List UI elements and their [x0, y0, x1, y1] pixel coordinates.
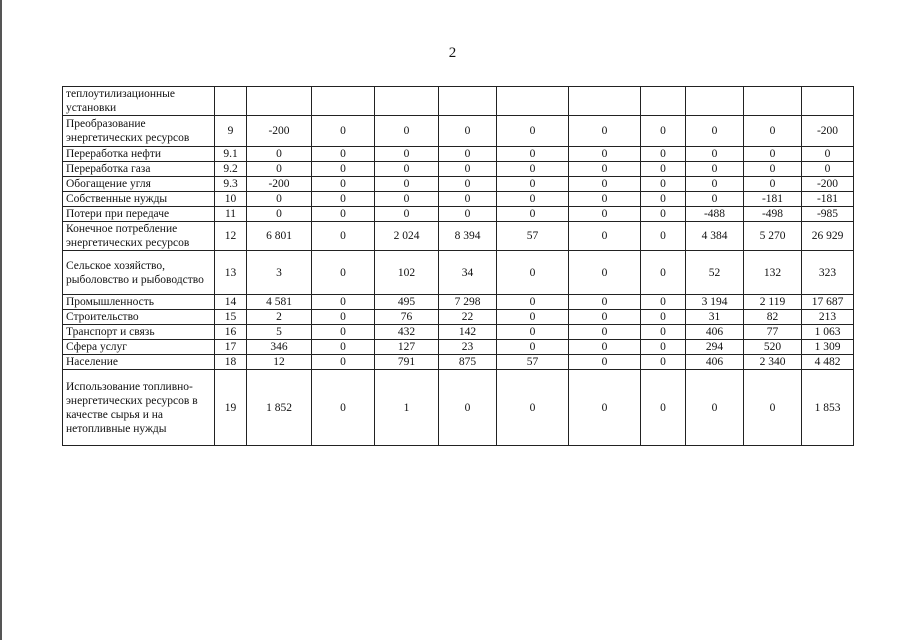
- table-cell: 0: [569, 162, 641, 177]
- row-code: 14: [215, 295, 247, 310]
- row-label: Переработка нефти: [63, 147, 215, 162]
- table-cell: 3 194: [686, 295, 744, 310]
- table-cell: 0: [497, 325, 569, 340]
- table-body: [63, 87, 854, 446]
- row-code: 13: [215, 251, 247, 295]
- table-cell: 406: [686, 355, 744, 370]
- row-label: теплоутилизационные установки: [63, 87, 215, 116]
- row-label: Потери при передаче: [63, 207, 215, 222]
- table-cell: 0: [497, 177, 569, 192]
- table-cell: 0: [641, 310, 686, 325]
- table-cell: 0: [497, 310, 569, 325]
- row-label: Промышленность: [63, 295, 215, 310]
- table-cell: 1 852: [247, 370, 312, 446]
- table-cell: 0: [686, 116, 744, 147]
- row-label: Сфера услуг: [63, 340, 215, 355]
- table-cell: 142: [439, 325, 497, 340]
- table-cell: 31: [686, 310, 744, 325]
- table-row: [63, 147, 854, 162]
- table-cell: 0: [439, 192, 497, 207]
- row-code: 9.1: [215, 147, 247, 162]
- table-cell: [686, 87, 744, 116]
- table-cell: [802, 87, 854, 116]
- table-cell: 0: [641, 162, 686, 177]
- row-label: Использование топливно-энергетических ресурсов в качестве сырья и на нетопливные нужды: [63, 370, 215, 446]
- table-cell: 3: [247, 251, 312, 295]
- table-cell: 0: [247, 162, 312, 177]
- table-cell: 5: [247, 325, 312, 340]
- row-label: Транспорт и связь: [63, 325, 215, 340]
- row-code: 10: [215, 192, 247, 207]
- table-cell: 0: [641, 340, 686, 355]
- table-cell: 0: [247, 147, 312, 162]
- table-cell: 6 801: [247, 222, 312, 251]
- table-cell: 0: [569, 295, 641, 310]
- table-cell: 0: [312, 370, 375, 446]
- table-cell: 0: [375, 116, 439, 147]
- table-cell: 0: [312, 340, 375, 355]
- row-label: Строительство: [63, 310, 215, 325]
- table-cell: 52: [686, 251, 744, 295]
- table-cell: 57: [497, 222, 569, 251]
- table-cell: 0: [686, 192, 744, 207]
- table-cell: 0: [497, 162, 569, 177]
- table-cell: -200: [802, 116, 854, 147]
- table-cell: 0: [439, 162, 497, 177]
- row-code: 15: [215, 310, 247, 325]
- table-cell: 0: [497, 192, 569, 207]
- row-label: Сельское хозяйство, рыболовство и рыбоводство: [63, 251, 215, 295]
- table-cell: [744, 87, 802, 116]
- table-cell: 0: [569, 251, 641, 295]
- table-row: [63, 192, 854, 207]
- table-cell: 0: [569, 116, 641, 147]
- row-label: Конечное потребление энергетических ресурсов: [63, 222, 215, 251]
- table-cell: [375, 87, 439, 116]
- table-row: [63, 207, 854, 222]
- table-cell: 0: [641, 370, 686, 446]
- table-cell: 0: [375, 192, 439, 207]
- table-cell: 0: [312, 116, 375, 147]
- row-code: [215, 87, 247, 116]
- table-row: [63, 116, 854, 147]
- table-cell: 2 119: [744, 295, 802, 310]
- table-cell: 0: [744, 177, 802, 192]
- table-cell: 0: [312, 295, 375, 310]
- table-cell: 0: [497, 370, 569, 446]
- table-cell: 0: [497, 147, 569, 162]
- table-cell: 495: [375, 295, 439, 310]
- table-cell: [312, 87, 375, 116]
- table-cell: 0: [686, 162, 744, 177]
- table-cell: 0: [497, 295, 569, 310]
- table-cell: 0: [641, 355, 686, 370]
- table-row: [63, 162, 854, 177]
- page-number: 2: [448, 45, 457, 61]
- table-row: [63, 310, 854, 325]
- table-cell: 0: [312, 355, 375, 370]
- table-cell: 213: [802, 310, 854, 325]
- table-cell: 0: [497, 340, 569, 355]
- table-row: [63, 251, 854, 295]
- table-cell: 346: [247, 340, 312, 355]
- table-cell: 0: [247, 192, 312, 207]
- table-cell: 0: [312, 192, 375, 207]
- table-cell: -498: [744, 207, 802, 222]
- table-cell: 0: [312, 325, 375, 340]
- row-code: 18: [215, 355, 247, 370]
- table-row: [63, 325, 854, 340]
- table-cell: 0: [641, 251, 686, 295]
- row-code: 9.2: [215, 162, 247, 177]
- table-cell: -200: [247, 116, 312, 147]
- table-row: [63, 87, 854, 116]
- table-cell: 0: [802, 147, 854, 162]
- row-code: 9.3: [215, 177, 247, 192]
- table-cell: 875: [439, 355, 497, 370]
- table-cell: -181: [802, 192, 854, 207]
- table-cell: 0: [312, 147, 375, 162]
- table-cell: 102: [375, 251, 439, 295]
- table-cell: 0: [375, 147, 439, 162]
- table-cell: 77: [744, 325, 802, 340]
- table-cell: 7 298: [439, 295, 497, 310]
- table-cell: 132: [744, 251, 802, 295]
- table-cell: 0: [312, 207, 375, 222]
- table-cell: 0: [744, 162, 802, 177]
- table-cell: 0: [439, 177, 497, 192]
- table-cell: 0: [641, 325, 686, 340]
- table-cell: 0: [744, 116, 802, 147]
- table-cell: 0: [439, 207, 497, 222]
- table-cell: 0: [569, 147, 641, 162]
- table-row: [63, 370, 854, 446]
- table-cell: 0: [641, 147, 686, 162]
- table-cell: 406: [686, 325, 744, 340]
- row-label: Преобразование энергетических ресурсов: [63, 116, 215, 147]
- table-cell: 0: [686, 147, 744, 162]
- table-cell: 0: [686, 177, 744, 192]
- table-cell: 76: [375, 310, 439, 325]
- table-cell: 0: [497, 207, 569, 222]
- table-cell: 82: [744, 310, 802, 325]
- table-cell: 0: [641, 116, 686, 147]
- table-cell: 0: [375, 207, 439, 222]
- table-cell: [569, 87, 641, 116]
- table-cell: 34: [439, 251, 497, 295]
- table-cell: 791: [375, 355, 439, 370]
- table-cell: 1 063: [802, 325, 854, 340]
- row-code: 9: [215, 116, 247, 147]
- table-cell: 1 853: [802, 370, 854, 446]
- table-row: [63, 222, 854, 251]
- page-left-edge: [0, 0, 2, 640]
- table-cell: 12: [247, 355, 312, 370]
- table-cell: -200: [802, 177, 854, 192]
- table-cell: 0: [375, 177, 439, 192]
- table-cell: 57: [497, 355, 569, 370]
- table-cell: 0: [569, 355, 641, 370]
- table-cell: 127: [375, 340, 439, 355]
- row-code: 17: [215, 340, 247, 355]
- table-cell: 0: [569, 177, 641, 192]
- table-cell: -985: [802, 207, 854, 222]
- table-row: [63, 355, 854, 370]
- table-cell: [641, 87, 686, 116]
- table-cell: 323: [802, 251, 854, 295]
- table-cell: 0: [569, 207, 641, 222]
- row-code: 11: [215, 207, 247, 222]
- table-cell: 5 270: [744, 222, 802, 251]
- table-cell: 0: [641, 207, 686, 222]
- table-cell: 0: [569, 310, 641, 325]
- table-cell: [497, 87, 569, 116]
- row-code: 12: [215, 222, 247, 251]
- row-label: Переработка газа: [63, 162, 215, 177]
- table-cell: 0: [569, 340, 641, 355]
- table-cell: 23: [439, 340, 497, 355]
- table-cell: 0: [641, 192, 686, 207]
- table-cell: 22: [439, 310, 497, 325]
- table-cell: 0: [744, 370, 802, 446]
- row-label: Обогащение угля: [63, 177, 215, 192]
- row-label: Собственные нужды: [63, 192, 215, 207]
- table-cell: 0: [312, 177, 375, 192]
- table-cell: -200: [247, 177, 312, 192]
- table-cell: 294: [686, 340, 744, 355]
- table-cell: 4 384: [686, 222, 744, 251]
- table-cell: 0: [641, 177, 686, 192]
- table-cell: 0: [641, 295, 686, 310]
- table-cell: 0: [569, 370, 641, 446]
- table-cell: -181: [744, 192, 802, 207]
- row-code: 16: [215, 325, 247, 340]
- table-cell: 520: [744, 340, 802, 355]
- table-row: [63, 340, 854, 355]
- table-cell: 0: [312, 251, 375, 295]
- row-label: Население: [63, 355, 215, 370]
- table-cell: 2 024: [375, 222, 439, 251]
- table-cell: 0: [439, 370, 497, 446]
- table-cell: 1: [375, 370, 439, 446]
- table-cell: 17 687: [802, 295, 854, 310]
- table-cell: 0: [686, 370, 744, 446]
- table-cell: 2 340: [744, 355, 802, 370]
- table-cell: 4 482: [802, 355, 854, 370]
- table-cell: 8 394: [439, 222, 497, 251]
- table-cell: 0: [744, 147, 802, 162]
- table-cell: 2: [247, 310, 312, 325]
- table-row: [63, 177, 854, 192]
- table-cell: 0: [569, 222, 641, 251]
- table-cell: 0: [312, 310, 375, 325]
- table-cell: 0: [439, 147, 497, 162]
- table-cell: -488: [686, 207, 744, 222]
- table-cell: 0: [569, 192, 641, 207]
- table-cell: 0: [497, 116, 569, 147]
- table-cell: 0: [497, 251, 569, 295]
- table-cell: 432: [375, 325, 439, 340]
- table-cell: 1 309: [802, 340, 854, 355]
- table-cell: 0: [375, 162, 439, 177]
- table-cell: [247, 87, 312, 116]
- table-cell: [439, 87, 497, 116]
- row-code: 19: [215, 370, 247, 446]
- energy-balance-table: [62, 86, 854, 446]
- table-cell: 4 581: [247, 295, 312, 310]
- table-cell: 0: [312, 222, 375, 251]
- table-cell: 0: [439, 116, 497, 147]
- table-cell: 0: [641, 222, 686, 251]
- table-cell: 0: [569, 325, 641, 340]
- table-cell: 26 929: [802, 222, 854, 251]
- table-cell: 0: [247, 207, 312, 222]
- table-cell: 0: [802, 162, 854, 177]
- table-cell: 0: [312, 162, 375, 177]
- table-row: [63, 295, 854, 310]
